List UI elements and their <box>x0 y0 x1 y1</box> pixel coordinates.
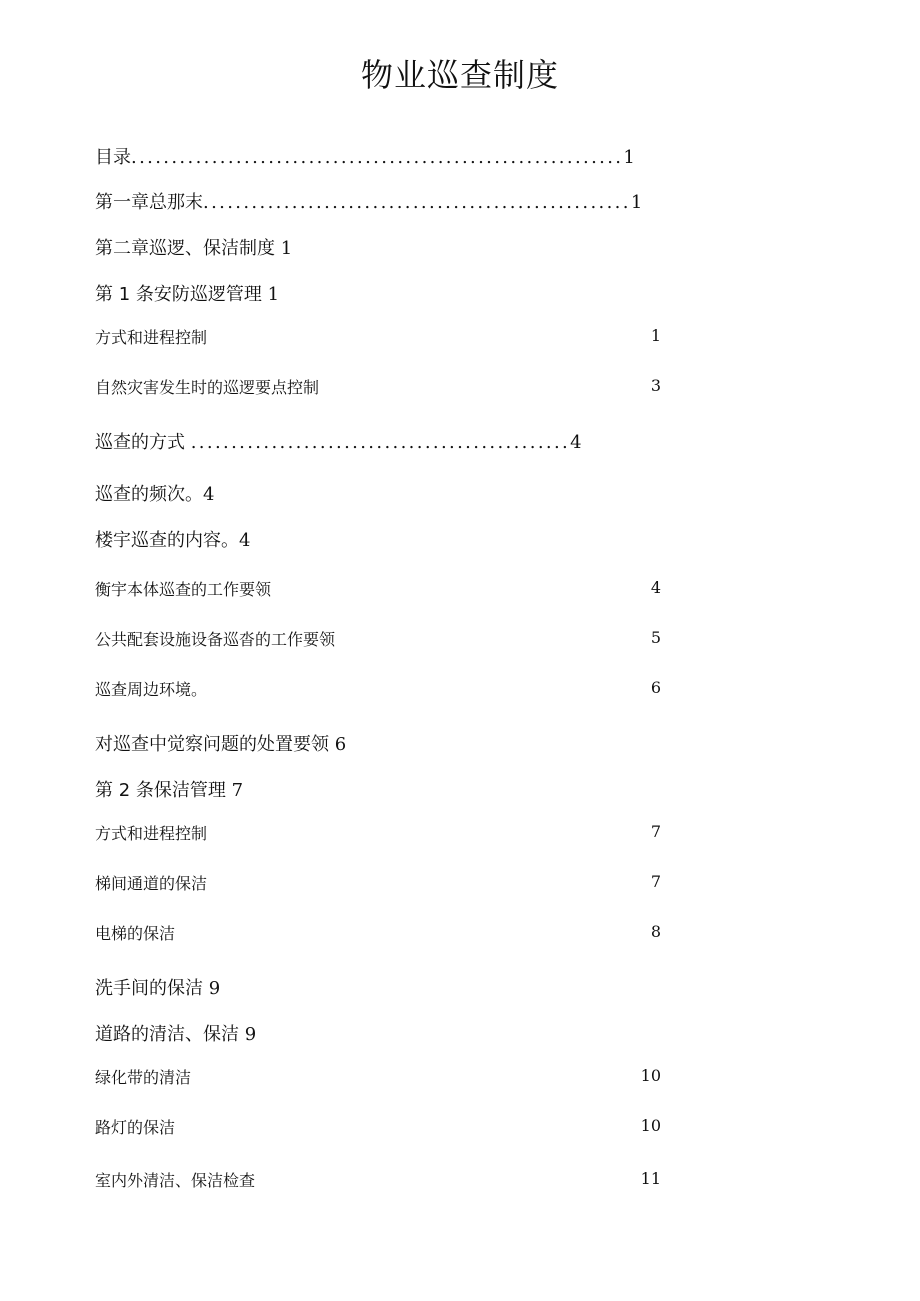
toc-entry-text: 衡宇本体巡查的工作要领 <box>95 580 272 599</box>
toc-page-number: 4 <box>570 432 582 453</box>
toc-entry-contents[interactable] <box>95 143 635 169</box>
toc-entry-text: 目录 <box>95 147 131 168</box>
toc-entry-chapter-1[interactable] <box>95 188 642 214</box>
dot-leader: ............................................... <box>190 432 571 453</box>
toc-entry-text: 第一章总那末 <box>95 192 203 213</box>
toc-entry-article-1[interactable] <box>95 280 279 306</box>
toc-entry-text: 自然灾害发生时的巡逻要点控制 <box>95 378 320 397</box>
toc-page-number: 1 <box>623 147 635 168</box>
toc-entry-subsection[interactable] <box>95 1168 255 1191</box>
toc-page-number: 8 <box>650 922 661 941</box>
toc-entry-subsection[interactable] <box>95 375 319 398</box>
toc-page-number: 4 <box>650 578 661 597</box>
toc-entry-road-cleaning[interactable] <box>95 1020 256 1046</box>
document-title: 物业巡查制度 <box>360 56 559 94</box>
toc-entry-text: 洗手间的保洁 <box>95 978 203 999</box>
toc-entry-subsection[interactable] <box>95 821 207 844</box>
toc-entry-text: 公共配套设施设备巡沓的工作要领 <box>95 630 336 649</box>
toc-page-number: 7 <box>650 822 661 841</box>
toc-page-number: 1 <box>650 326 661 345</box>
toc-entry-text: 路灯的保洁 <box>95 1118 176 1137</box>
toc-page-number: 1 <box>267 284 280 305</box>
toc-page-number: 10 <box>640 1116 661 1135</box>
dot-leader: ............................................................. <box>131 147 624 168</box>
toc-entry-text: 梯间通道的保洁 <box>95 874 208 893</box>
toc-page-number: 7 <box>231 780 244 801</box>
toc-entry-building-patrol[interactable] <box>95 526 250 552</box>
toc-page-number: 3 <box>650 376 661 395</box>
toc-page-number: 9 <box>208 978 221 999</box>
toc-page-number: 1 <box>280 238 293 259</box>
toc-entry-text: 巡查的频次。 <box>95 484 203 505</box>
toc-entry-text: 巡查周边环境。 <box>95 680 208 699</box>
toc-page-number: 4 <box>203 484 215 505</box>
toc-entry-text: 道路的清洁、保洁 <box>95 1024 239 1045</box>
toc-entry-subsection[interactable] <box>95 325 207 348</box>
toc-entry-text: 第 2 条保洁管理 <box>95 780 226 801</box>
toc-entry-subsection[interactable] <box>95 871 207 894</box>
toc-entry-subsection[interactable] <box>95 677 207 700</box>
toc-entry-text: 对巡查中觉察问题的处置要领 <box>95 734 329 755</box>
toc-entry-article-2[interactable] <box>95 776 243 802</box>
toc-page-number: 1 <box>630 192 643 213</box>
toc-entry-text: 电梯的保洁 <box>95 924 176 943</box>
toc-entry-text: 巡查的方式 <box>95 432 185 453</box>
toc-entry-text: 第 1 条安防巡逻管理 <box>95 284 262 305</box>
toc-page-number: 10 <box>640 1066 661 1085</box>
toc-page-number: 6 <box>334 734 347 755</box>
toc-entry-text: 第二章巡逻、保洁制度 <box>95 238 275 259</box>
toc-entry-chapter-2[interactable] <box>95 234 292 260</box>
toc-page-number: 7 <box>650 872 661 891</box>
toc-entry-text: 方式和进程控制 <box>95 824 208 843</box>
toc-page-number: 4 <box>239 530 251 551</box>
toc-page-number: 11 <box>640 1169 661 1188</box>
toc-entry-text: 楼宇巡查的内容。 <box>95 530 239 551</box>
toc-entry-restroom[interactable] <box>95 974 220 1000</box>
dot-leader: ..................................................... <box>203 192 631 213</box>
toc-entry-patrol-frequency[interactable] <box>95 480 214 506</box>
toc-page-number: 6 <box>650 678 661 697</box>
toc-entry-patrol-method[interactable] <box>95 428 582 454</box>
toc-entry-subsection[interactable] <box>95 627 335 650</box>
toc-entry-subsection[interactable] <box>95 921 175 944</box>
toc-page-number: 5 <box>650 628 661 647</box>
toc-entry-text: 方式和进程控制 <box>95 328 208 347</box>
toc-entry-problem-handling[interactable] <box>95 730 346 756</box>
toc-entry-text: 绿化带的清洁 <box>95 1068 192 1087</box>
toc-entry-text: 室内外清洁、保洁检查 <box>95 1171 256 1190</box>
toc-entry-subsection[interactable] <box>95 1065 191 1088</box>
toc-page-number: 9 <box>244 1024 257 1045</box>
toc-entry-subsection[interactable] <box>95 1115 175 1138</box>
toc-entry-subsection[interactable] <box>95 577 271 600</box>
